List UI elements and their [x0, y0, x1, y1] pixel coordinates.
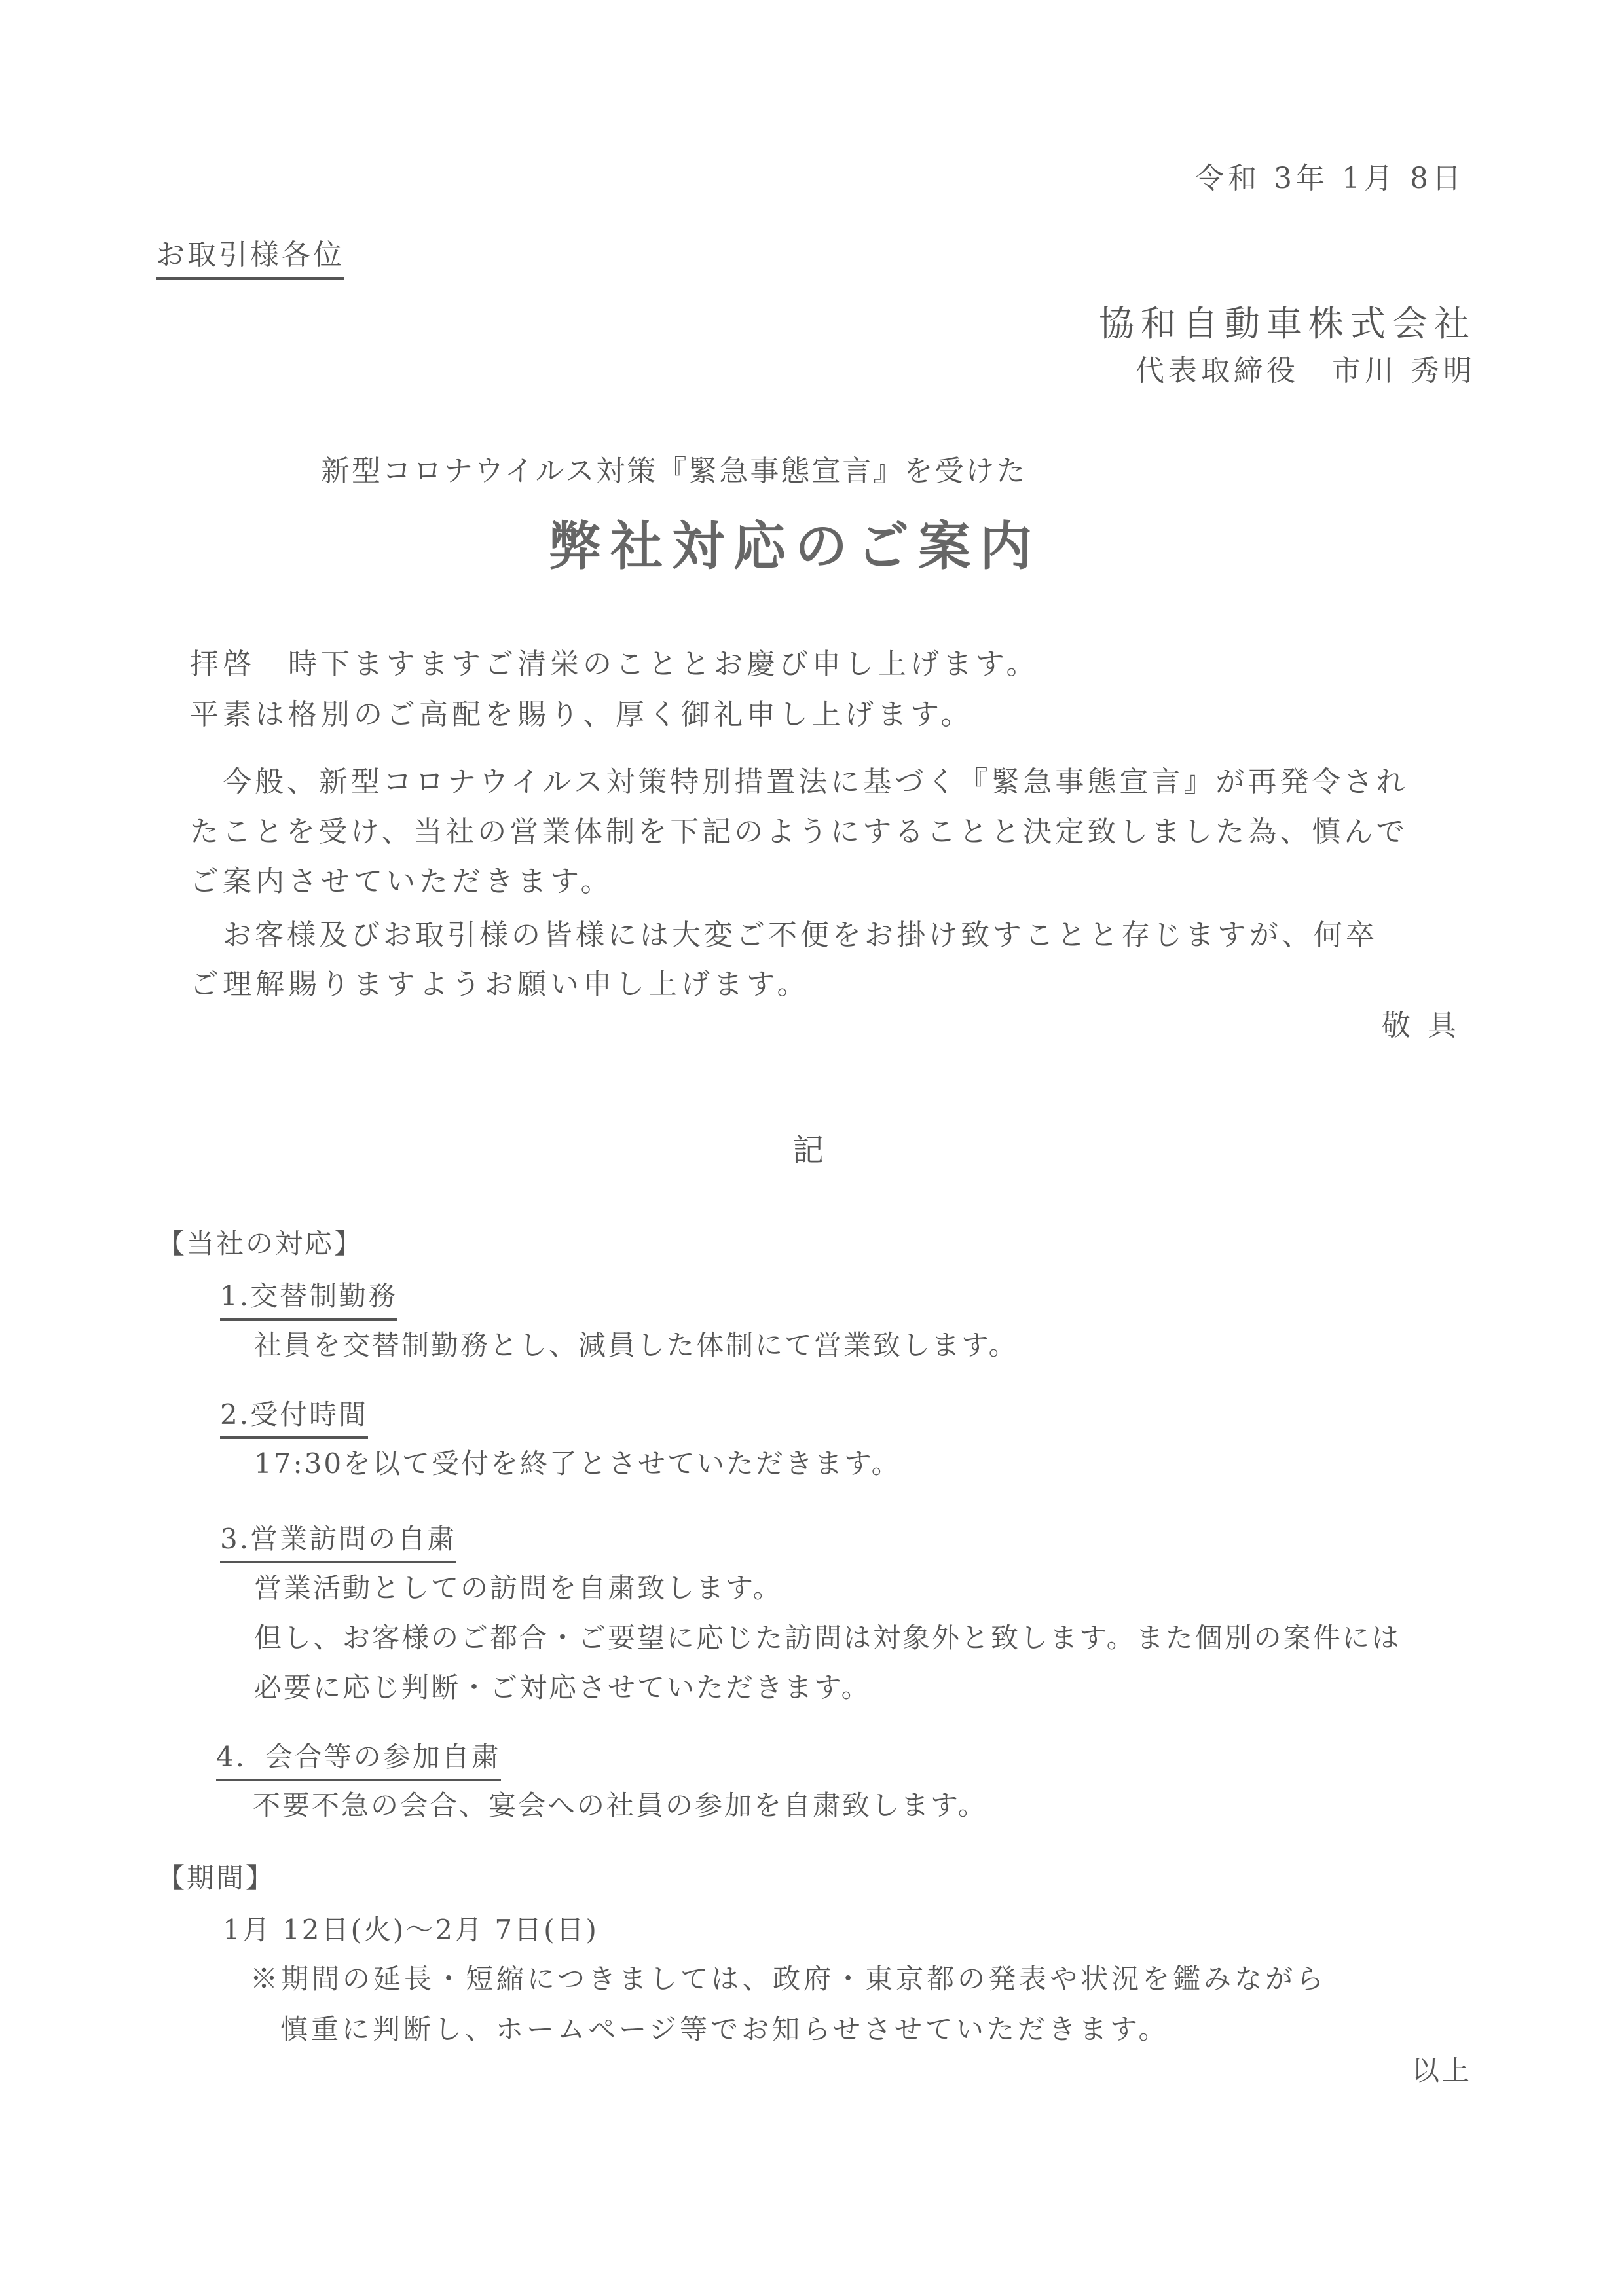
item-text: 不要不急の会合、宴会への社員の参加を自粛致します。 — [253, 1789, 987, 1821]
representative-name: 代表取締役 市川 秀明 — [1135, 354, 1476, 388]
addressee: お取引様各位 — [156, 231, 344, 280]
paragraph-line: お客様及びお取引様の皆様には大変ご不便をお掛け致すことと存じますが、何卒 — [223, 919, 1378, 952]
response-section-heading: 【当社の対応】 — [157, 1228, 364, 1260]
period-note-line: 慎重に判断し、ホームページ等でお知らせさせていただきます。 — [280, 2013, 1170, 2045]
paragraph-line: ご案内させていただきます。 — [190, 865, 614, 898]
item-text: 営業活動としての訪問を自粛致します。 — [254, 1572, 783, 1604]
item-heading-reception-hours: 2.受付時間 — [220, 1393, 368, 1439]
end-mark: 以上 — [1411, 2054, 1472, 2086]
item-heading-shift-work: 1.交替制勤務 — [220, 1275, 397, 1321]
paragraph-line: ご理解賜りますようお願い申し上げます。 — [190, 968, 810, 1001]
document-date: 令和 3年 1月 8日 — [1195, 162, 1465, 195]
item-text: 社員を交替制勤務とし、減員した体制にて営業致します。 — [254, 1329, 1018, 1361]
greeting-line: 平素は格別のご高配を賜り、厚く御礼申し上げます。 — [190, 698, 974, 731]
item-text: 17:30を以て受付を終了とさせていただきます。 — [254, 1448, 901, 1480]
item-heading-sales-visits: 3.営業訪問の自粛 — [220, 1518, 456, 1563]
document-title: 弊社対応のご案内 — [549, 515, 1041, 577]
period-note-line: ※期間の延長・短縮につきましては、政府・東京都の発表や状況を鑑みながら — [250, 1963, 1327, 1995]
item-text: 但し、お客様のご都合・ご要望に応じた訪問は対象外と致します。また個別の案件には — [254, 1622, 1401, 1654]
paragraph-line: 今般、新型コロナウイルス対策特別措置法に基づく『緊急事態宣言』が再発令され — [223, 765, 1409, 799]
item-text: 必要に応じ判断・ご対応させていただきます。 — [254, 1671, 871, 1704]
closing-phrase: 敬具 — [1382, 1009, 1473, 1042]
period-section-heading: 【期間】 — [157, 1862, 276, 1894]
company-name: 協和自動車株式会社 — [1099, 303, 1476, 344]
paragraph-line: たことを受け、当社の営業体制を下記のようにすることと決定致しました為、慎んで — [190, 815, 1409, 848]
ki-heading: 記 — [792, 1132, 824, 1169]
item-heading-meetings: 4．会合等の参加自粛 — [216, 1736, 501, 1781]
document-subtitle: 新型コロナウイルス対策『緊急事態宣言』を受けた — [321, 454, 1027, 488]
greeting-line: 拝啓 時下ますますご清栄のこととお慶び申し上げます。 — [190, 647, 1039, 681]
period-dates: 1月 12日(火)～2月 7日(日) — [223, 1914, 599, 1946]
